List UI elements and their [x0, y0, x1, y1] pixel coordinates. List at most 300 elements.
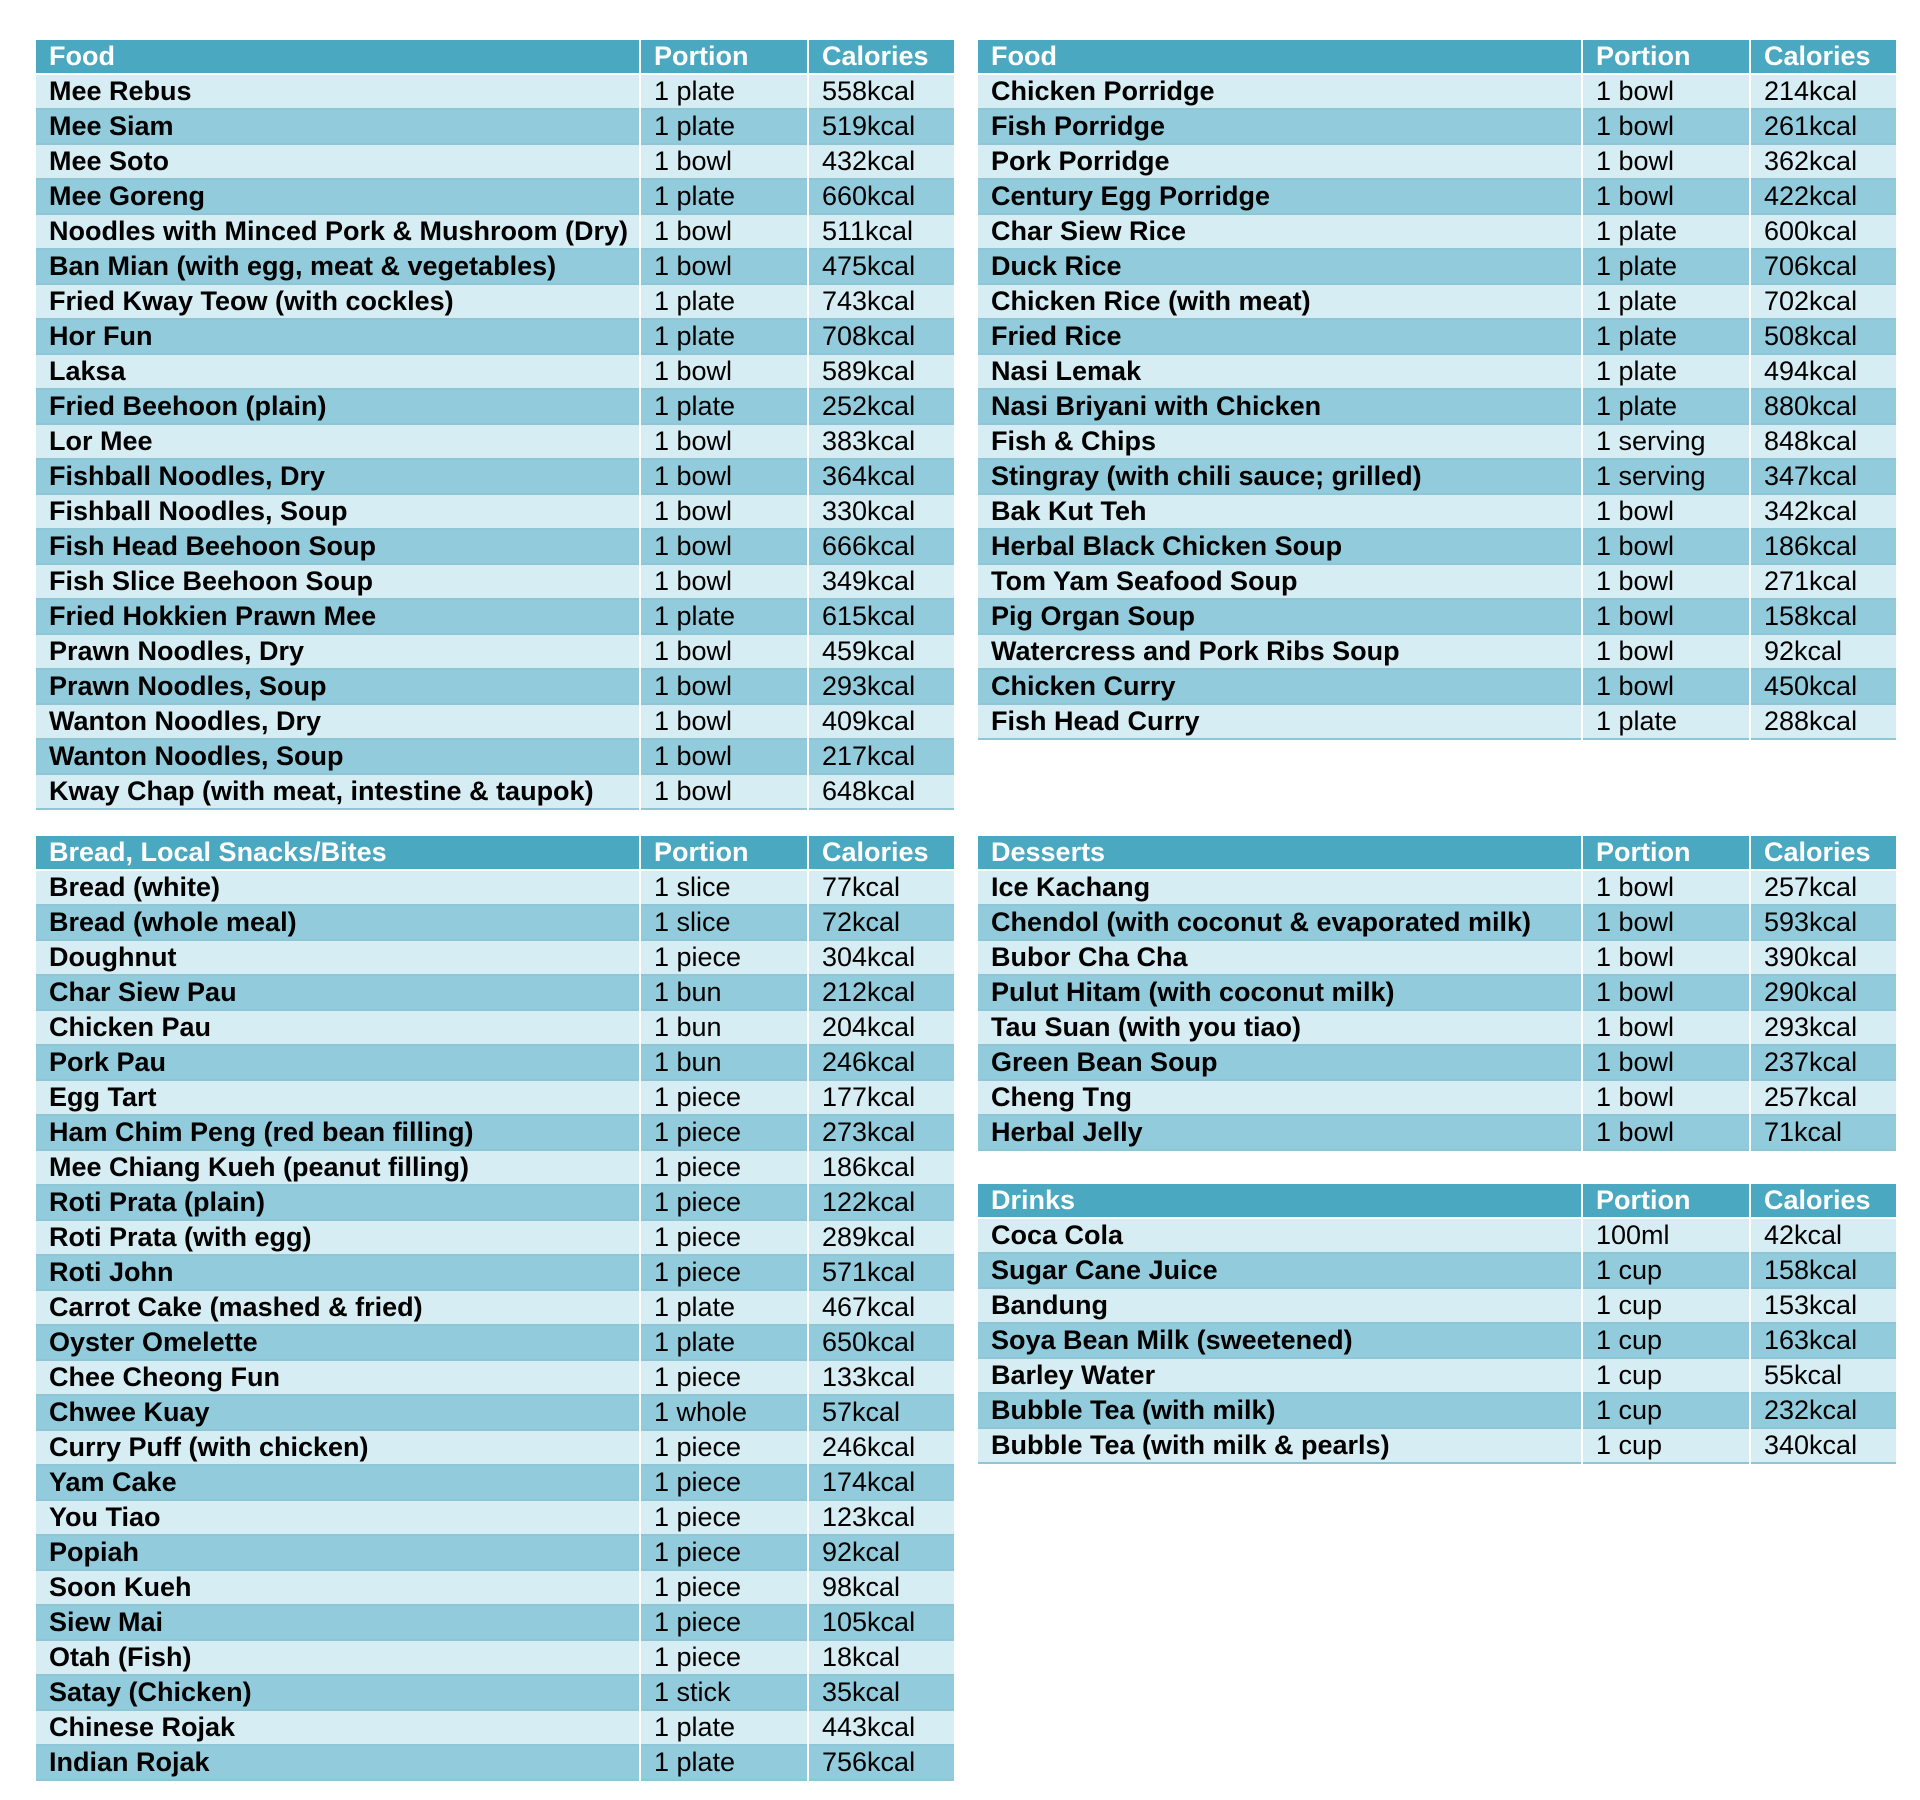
calories-cell: 57kcal: [808, 1395, 954, 1430]
food-name-cell: Pork Porridge: [991, 146, 1170, 176]
calories-cell: 212kcal: [808, 975, 954, 1010]
calories-cell: 756kcal: [808, 1745, 954, 1780]
calories-cell: 409kcal: [808, 704, 954, 739]
calories-cell: 342kcal: [1750, 494, 1896, 529]
calories-cell: 71kcal: [1750, 1115, 1896, 1150]
column-header-category: Bread, Local Snacks/Bites: [36, 836, 640, 870]
portion-cell: 1 plate: [1582, 389, 1750, 424]
portion-cell: 1 piece: [640, 1080, 808, 1115]
portion-cell: 1 bowl: [1582, 529, 1750, 564]
calories-cell: 383kcal: [808, 424, 954, 459]
food-name-cell: Mee Rebus: [49, 76, 192, 106]
column-header-portion: Portion: [1582, 1184, 1750, 1218]
food-name-cell: Pulut Hitam (with coconut milk): [991, 977, 1395, 1007]
food-name-cell: Mee Soto: [49, 146, 170, 176]
food-name-cell: Fishball Noodles, Soup: [49, 496, 348, 526]
table-header-row: [978, 40, 1896, 74]
table-header-row: [978, 836, 1896, 870]
desserts-calorie-table: [978, 836, 1896, 1151]
portion-cell: 1 serving: [1582, 459, 1750, 494]
calories-cell: 158kcal: [1750, 599, 1896, 634]
table-row: [36, 564, 954, 599]
calories-cell: 494kcal: [1750, 354, 1896, 389]
table-row: [36, 975, 954, 1010]
table-row: [36, 1080, 954, 1115]
table-row: [36, 389, 954, 424]
food-name-cell: Bubor Cha Cha: [991, 942, 1188, 972]
calories-cell: 340kcal: [1750, 1428, 1896, 1463]
food-name-cell: Oyster Omelette: [49, 1327, 258, 1357]
food-name-cell: Nasi Lemak: [991, 356, 1142, 386]
food-name-cell: Chicken Rice (with meat): [991, 286, 1311, 316]
table-row: [978, 179, 1896, 214]
portion-cell: 1 bun: [640, 975, 808, 1010]
calories-cell: 304kcal: [808, 940, 954, 975]
table-row: [36, 599, 954, 634]
calories-cell: 589kcal: [808, 354, 954, 389]
calories-cell: 42kcal: [1750, 1218, 1896, 1253]
table-row: [36, 1185, 954, 1220]
calories-cell: 92kcal: [808, 1535, 954, 1570]
portion-cell: 1 piece: [640, 1430, 808, 1465]
column-header-calories: Calories: [1750, 1184, 1896, 1218]
portion-cell: 1 plate: [640, 179, 808, 214]
food-name-cell: Fish & Chips: [991, 426, 1157, 456]
food-name-cell: Curry Puff (with chicken): [49, 1432, 369, 1462]
portion-cell: 1 piece: [640, 1150, 808, 1185]
table-row: [36, 1395, 954, 1430]
food-name-cell: Bandung: [991, 1290, 1108, 1320]
column-header-calories: Calories: [808, 836, 954, 870]
food-name-cell: Satay (Chicken): [49, 1677, 252, 1707]
food-name-cell: Doughnut: [49, 942, 177, 972]
portion-cell: 1 bowl: [640, 529, 808, 564]
table-row: [978, 564, 1896, 599]
calories-cell: 273kcal: [808, 1115, 954, 1150]
food-name-cell: Bubble Tea (with milk & pearls): [991, 1430, 1390, 1460]
food-name-cell: Mee Goreng: [49, 181, 206, 211]
food-name-cell: Soon Kueh: [49, 1572, 192, 1602]
portion-cell: 1 cup: [1582, 1288, 1750, 1323]
table-row: [36, 1675, 954, 1710]
calories-cell: 186kcal: [1750, 529, 1896, 564]
food-name-cell: Char Siew Pau: [49, 977, 237, 1007]
table-row: [978, 354, 1896, 389]
portion-cell: 1 cup: [1582, 1428, 1750, 1463]
calories-cell: 158kcal: [1750, 1253, 1896, 1288]
calories-cell: 571kcal: [808, 1255, 954, 1290]
table-header-row: [978, 1184, 1896, 1218]
calories-cell: 77kcal: [808, 870, 954, 905]
food-name-cell: Fried Beehoon (plain): [49, 391, 327, 421]
calories-cell: 246kcal: [808, 1045, 954, 1080]
table-header-row: [36, 836, 954, 870]
portion-cell: 1 bowl: [640, 459, 808, 494]
food-name-cell: Roti Prata (plain): [49, 1187, 266, 1217]
food-name-cell: Fish Slice Beehoon Soup: [49, 566, 374, 596]
portion-cell: 1 piece: [640, 1570, 808, 1605]
food-name-cell: Chinese Rojak: [49, 1712, 236, 1742]
portion-cell: 1 piece: [640, 1500, 808, 1535]
table-row: [36, 940, 954, 975]
portion-cell: 1 bowl: [640, 144, 808, 179]
food-name-cell: Otah (Fish): [49, 1642, 192, 1672]
portion-cell: 1 bowl: [640, 214, 808, 249]
portion-cell: 1 whole: [640, 1395, 808, 1430]
table-row: [36, 144, 954, 179]
food-name-cell: Century Egg Porridge: [991, 181, 1271, 211]
table-row: [978, 1045, 1896, 1080]
portion-cell: 1 piece: [640, 1185, 808, 1220]
table-row: [36, 1220, 954, 1255]
table-row: [978, 669, 1896, 704]
food-name-cell: Siew Mai: [49, 1607, 164, 1637]
portion-cell: 1 piece: [640, 1640, 808, 1675]
portion-cell: 1 piece: [640, 1255, 808, 1290]
food-name-cell: Coca Cola: [991, 1220, 1124, 1250]
food-name-cell: Watercress and Pork Ribs Soup: [991, 636, 1400, 666]
calories-cell: 467kcal: [808, 1290, 954, 1325]
table-row: [36, 424, 954, 459]
calories-cell: 880kcal: [1750, 389, 1896, 424]
food-name-cell: Kway Chap (with meat, intestine & taupok): [49, 776, 594, 806]
table-row: [36, 1570, 954, 1605]
food-name-cell: Roti Prata (with egg): [49, 1222, 312, 1252]
calories-cell: 708kcal: [808, 319, 954, 354]
food-name-cell: Chwee Kuay: [49, 1397, 210, 1427]
calories-cell: 257kcal: [1750, 870, 1896, 905]
table-row: [36, 1290, 954, 1325]
food-name-cell: You Tiao: [49, 1502, 161, 1532]
table-row: [36, 905, 954, 940]
food-name-cell: Fried Hokkien Prawn Mee: [49, 601, 377, 631]
column-header-portion: Portion: [640, 836, 808, 870]
food-name-cell: Ham Chim Peng (red bean filling): [49, 1117, 474, 1147]
calories-cell: 18kcal: [808, 1640, 954, 1675]
food-name-cell: Bread (white): [49, 872, 221, 902]
food-name-cell: Prawn Noodles, Soup: [49, 671, 327, 701]
calories-cell: 293kcal: [808, 669, 954, 704]
food-name-cell: Fish Porridge: [991, 111, 1166, 141]
rice-porridge-soup-calorie-table: [978, 40, 1896, 740]
food-name-cell: Nasi Briyani with Chicken: [991, 391, 1322, 421]
calories-cell: 217kcal: [808, 739, 954, 774]
food-name-cell: Chicken Porridge: [991, 76, 1215, 106]
food-name-cell: Green Bean Soup: [991, 1047, 1218, 1077]
food-name-cell: Chee Cheong Fun: [49, 1362, 280, 1392]
table-header-row: [36, 40, 954, 74]
food-name-cell: Prawn Noodles, Dry: [49, 636, 305, 666]
food-name-cell: Popiah: [49, 1537, 140, 1567]
table-row: [36, 319, 954, 354]
food-name-cell: Yam Cake: [49, 1467, 177, 1497]
table-row: [978, 1253, 1896, 1288]
column-header-category: Drinks: [978, 1184, 1582, 1218]
calories-cell: 390kcal: [1750, 940, 1896, 975]
column-header-category: Desserts: [978, 836, 1582, 870]
portion-cell: 1 plate: [1582, 704, 1750, 739]
portion-cell: 1 plate: [640, 1325, 808, 1360]
table-row: [36, 1500, 954, 1535]
table-row: [36, 1605, 954, 1640]
food-name-cell: Pork Pau: [49, 1047, 167, 1077]
portion-cell: 1 bowl: [640, 424, 808, 459]
table-row: [978, 459, 1896, 494]
table-row: [978, 1080, 1896, 1115]
food-name-cell: Mee Chiang Kueh (peanut filling): [49, 1152, 469, 1182]
portion-cell: 1 slice: [640, 905, 808, 940]
calories-cell: 232kcal: [1750, 1393, 1896, 1428]
calories-cell: 252kcal: [808, 389, 954, 424]
portion-cell: 1 bowl: [1582, 109, 1750, 144]
calories-cell: 246kcal: [808, 1430, 954, 1465]
calories-cell: 98kcal: [808, 1570, 954, 1605]
table-row: [36, 774, 954, 809]
drinks-calorie-table: [978, 1184, 1896, 1464]
portion-cell: 1 slice: [640, 870, 808, 905]
table-row: [36, 494, 954, 529]
portion-cell: 1 piece: [640, 940, 808, 975]
column-header-calories: Calories: [1750, 40, 1896, 74]
calories-cell: 432kcal: [808, 144, 954, 179]
table-row: [36, 1325, 954, 1360]
portion-cell: 1 cup: [1582, 1323, 1750, 1358]
food-name-cell: Ban Mian (with egg, meat & vegetables): [49, 251, 557, 281]
portion-cell: 1 plate: [640, 1745, 808, 1780]
portion-cell: 1 plate: [640, 319, 808, 354]
portion-cell: 1 bowl: [640, 494, 808, 529]
portion-cell: 1 plate: [1582, 319, 1750, 354]
portion-cell: 1 bowl: [1582, 179, 1750, 214]
portion-cell: 1 bowl: [1582, 940, 1750, 975]
calories-cell: 450kcal: [1750, 669, 1896, 704]
calories-cell: 848kcal: [1750, 424, 1896, 459]
portion-cell: 1 cup: [1582, 1393, 1750, 1428]
food-name-cell: Char Siew Rice: [991, 216, 1187, 246]
calories-cell: 508kcal: [1750, 319, 1896, 354]
calories-cell: 422kcal: [1750, 179, 1896, 214]
portion-cell: 1 piece: [640, 1220, 808, 1255]
food-name-cell: Fishball Noodles, Dry: [49, 461, 326, 491]
food-name-cell: Wanton Noodles, Soup: [49, 741, 344, 771]
table-row: [36, 1430, 954, 1465]
portion-cell: 1 bowl: [1582, 494, 1750, 529]
portion-cell: 1 stick: [640, 1675, 808, 1710]
calories-cell: 289kcal: [808, 1220, 954, 1255]
table-row: [978, 1428, 1896, 1463]
column-header-portion: Portion: [1582, 836, 1750, 870]
portion-cell: 1 bowl: [1582, 144, 1750, 179]
table-row: [978, 1010, 1896, 1045]
portion-cell: 1 bowl: [640, 669, 808, 704]
calories-cell: 290kcal: [1750, 975, 1896, 1010]
table-row: [36, 1150, 954, 1185]
table-row: [36, 1535, 954, 1570]
table-row: [36, 1045, 954, 1080]
column-header-portion: Portion: [640, 40, 808, 74]
calories-cell: 743kcal: [808, 284, 954, 319]
table-row: [36, 1115, 954, 1150]
calories-cell: 660kcal: [808, 179, 954, 214]
portion-cell: 1 bowl: [640, 774, 808, 809]
calories-cell: 600kcal: [1750, 214, 1896, 249]
portion-cell: 1 bowl: [1582, 74, 1750, 109]
column-header-portion: Portion: [1582, 40, 1750, 74]
food-name-cell: Cheng Tng: [991, 1082, 1132, 1112]
table-row: [36, 459, 954, 494]
table-row: [36, 249, 954, 284]
calories-cell: 349kcal: [808, 564, 954, 599]
portion-cell: 1 bowl: [1582, 1010, 1750, 1045]
table-row: [36, 1640, 954, 1675]
table-row: [978, 74, 1896, 109]
portion-cell: 1 bowl: [640, 704, 808, 739]
table-row: [36, 1710, 954, 1745]
food-name-cell: Chendol (with coconut & evaporated milk): [991, 907, 1532, 937]
table-row: [978, 284, 1896, 319]
portion-cell: 1 plate: [640, 389, 808, 424]
table-row: [36, 109, 954, 144]
table-row: [36, 1010, 954, 1045]
food-name-cell: Lor Mee: [49, 426, 153, 456]
calories-cell: 558kcal: [808, 74, 954, 109]
portion-cell: 1 cup: [1582, 1358, 1750, 1393]
calories-cell: 362kcal: [1750, 144, 1896, 179]
food-name-cell: Wanton Noodles, Dry: [49, 706, 322, 736]
food-name-cell: Fried Rice: [991, 321, 1122, 351]
portion-cell: 1 piece: [640, 1535, 808, 1570]
food-name-cell: Herbal Jelly: [991, 1117, 1143, 1147]
portion-cell: 1 bun: [640, 1010, 808, 1045]
portion-cell: 1 plate: [640, 284, 808, 319]
table-row: [36, 704, 954, 739]
table-row: [978, 109, 1896, 144]
calories-cell: 443kcal: [808, 1710, 954, 1745]
portion-cell: 1 bowl: [1582, 1115, 1750, 1150]
portion-cell: 1 bowl: [1582, 564, 1750, 599]
bread-snacks-calorie-table: [36, 836, 954, 1781]
calories-cell: 702kcal: [1750, 284, 1896, 319]
calories-cell: 650kcal: [808, 1325, 954, 1360]
calories-cell: 293kcal: [1750, 1010, 1896, 1045]
calories-cell: 133kcal: [808, 1360, 954, 1395]
table-row: [36, 1745, 954, 1780]
portion-cell: 1 piece: [640, 1465, 808, 1500]
food-name-cell: Fish Head Curry: [991, 706, 1200, 736]
noodles-calorie-table: [36, 40, 954, 810]
calories-cell: 475kcal: [808, 249, 954, 284]
portion-cell: 1 bowl: [640, 249, 808, 284]
table-row: [978, 389, 1896, 424]
calories-cell: 511kcal: [808, 214, 954, 249]
food-name-cell: Hor Fun: [49, 321, 153, 351]
portion-cell: 1 plate: [640, 74, 808, 109]
table-row: [978, 1115, 1896, 1150]
calories-cell: 35kcal: [808, 1675, 954, 1710]
portion-cell: 1 bowl: [1582, 905, 1750, 940]
portion-cell: 1 bowl: [1582, 669, 1750, 704]
table-row: [36, 1360, 954, 1395]
calories-cell: 593kcal: [1750, 905, 1896, 940]
table-row: [978, 975, 1896, 1010]
calories-cell: 163kcal: [1750, 1323, 1896, 1358]
food-name-cell: Barley Water: [991, 1360, 1156, 1390]
calories-cell: 459kcal: [808, 634, 954, 669]
table-row: [978, 1358, 1896, 1393]
table-row: [36, 354, 954, 389]
table-row: [36, 529, 954, 564]
calories-cell: 174kcal: [808, 1465, 954, 1500]
calories-cell: 123kcal: [808, 1500, 954, 1535]
food-name-cell: Chicken Pau: [49, 1012, 212, 1042]
table-row: [978, 870, 1896, 905]
portion-cell: 1 bun: [640, 1045, 808, 1080]
calories-cell: 261kcal: [1750, 109, 1896, 144]
food-name-cell: Tau Suan (with you tiao): [991, 1012, 1301, 1042]
calories-cell: 271kcal: [1750, 564, 1896, 599]
food-name-cell: Noodles with Minced Pork & Mushroom (Dry): [49, 216, 629, 246]
column-header-food: Food: [978, 40, 1582, 74]
table-row: [978, 1323, 1896, 1358]
calories-cell: 177kcal: [808, 1080, 954, 1115]
table-row: [978, 144, 1896, 179]
calories-cell: 122kcal: [808, 1185, 954, 1220]
food-name-cell: Egg Tart: [49, 1082, 157, 1112]
table-row: [978, 424, 1896, 459]
calories-cell: 347kcal: [1750, 459, 1896, 494]
food-name-cell: Chicken Curry: [991, 671, 1176, 701]
table-row: [36, 179, 954, 214]
food-name-cell: Roti John: [49, 1257, 174, 1287]
portion-cell: 1 piece: [640, 1115, 808, 1150]
calories-cell: 214kcal: [1750, 74, 1896, 109]
portion-cell: 1 plate: [1582, 249, 1750, 284]
calories-cell: 330kcal: [808, 494, 954, 529]
calories-cell: 615kcal: [808, 599, 954, 634]
table-row: [36, 214, 954, 249]
portion-cell: 1 bowl: [1582, 975, 1750, 1010]
portion-cell: 1 plate: [640, 1710, 808, 1745]
food-name-cell: Ice Kachang: [991, 872, 1151, 902]
table-row: [36, 669, 954, 704]
calories-cell: 237kcal: [1750, 1045, 1896, 1080]
portion-cell: 1 bowl: [640, 564, 808, 599]
column-header-calories: Calories: [1750, 836, 1896, 870]
portion-cell: 1 plate: [640, 109, 808, 144]
portion-cell: 1 plate: [640, 599, 808, 634]
column-header-calories: Calories: [808, 40, 954, 74]
table-row: [978, 1393, 1896, 1428]
calories-cell: 648kcal: [808, 774, 954, 809]
portion-cell: 1 bowl: [1582, 634, 1750, 669]
table-row: [36, 1465, 954, 1500]
portion-cell: 1 plate: [640, 1290, 808, 1325]
food-name-cell: Tom Yam Seafood Soup: [991, 566, 1298, 596]
table-row: [978, 249, 1896, 284]
portion-cell: 1 bowl: [1582, 599, 1750, 634]
portion-cell: 1 bowl: [640, 739, 808, 774]
calories-cell: 186kcal: [808, 1150, 954, 1185]
portion-cell: 1 plate: [1582, 284, 1750, 319]
calories-cell: 288kcal: [1750, 704, 1896, 739]
table-row: [978, 940, 1896, 975]
portion-cell: 1 bowl: [1582, 1080, 1750, 1115]
table-row: [36, 284, 954, 319]
table-row: [978, 494, 1896, 529]
table-row: [978, 905, 1896, 940]
column-header-food: Food: [36, 40, 640, 74]
portion-cell: 100ml: [1582, 1218, 1750, 1253]
